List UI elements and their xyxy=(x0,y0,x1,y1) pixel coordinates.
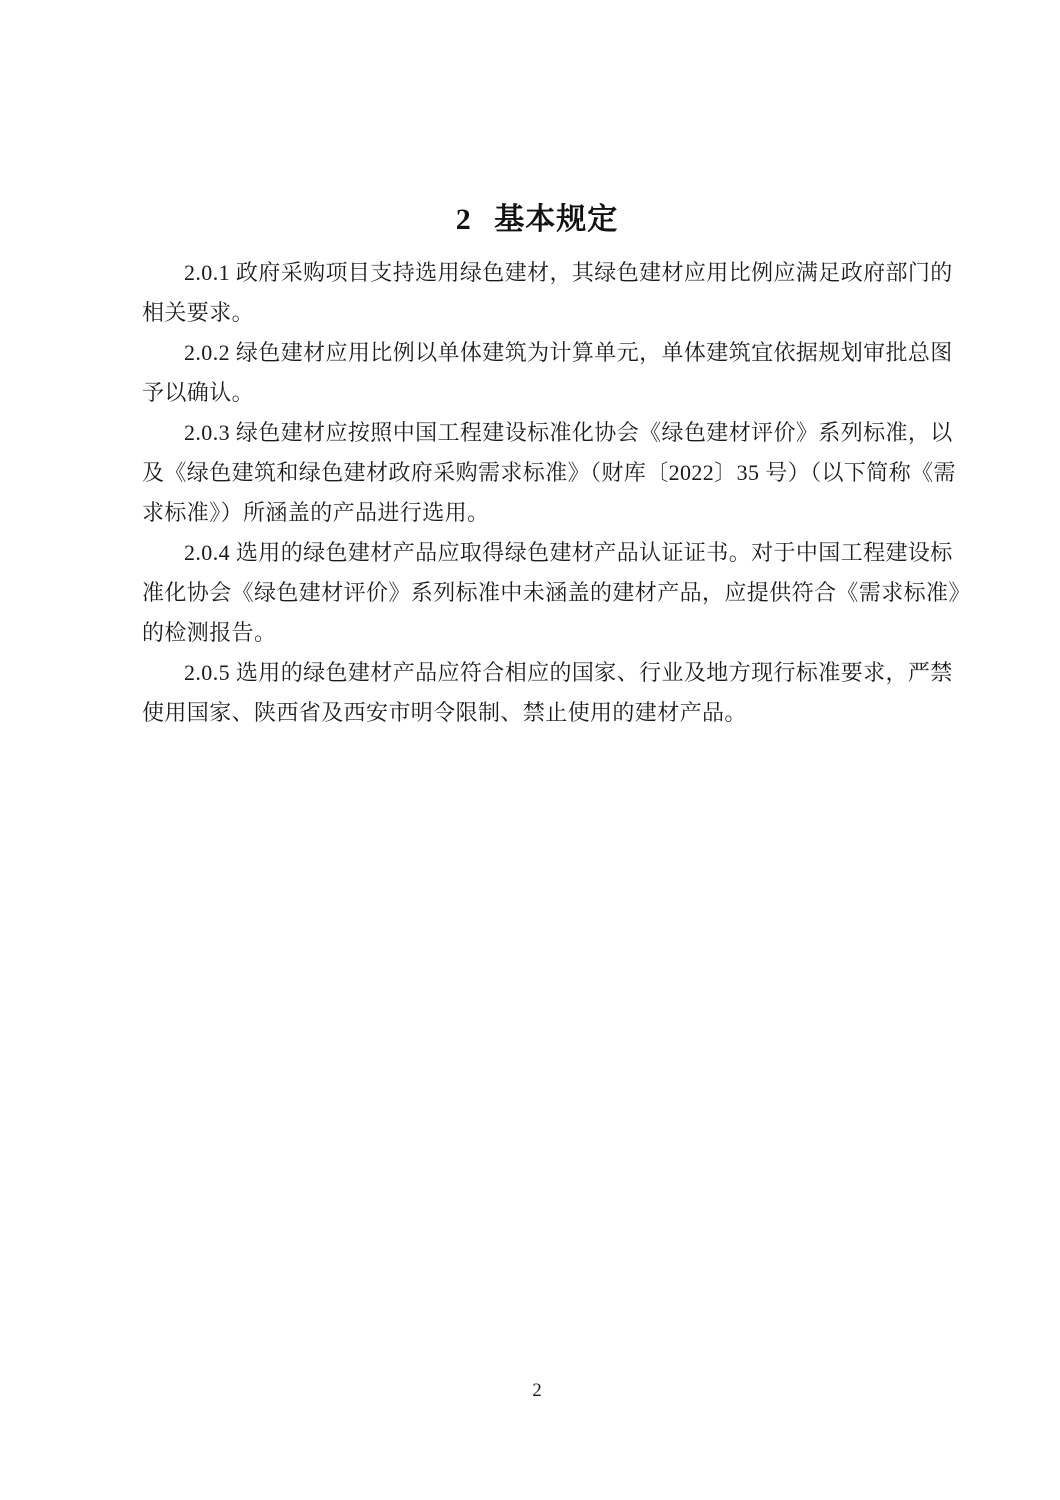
text-line: 的检测报告。 xyxy=(142,620,277,645)
clause-paragraph xyxy=(142,253,953,333)
text-line: 2.0.3 绿色建材应按照中国工程建设标准化协会《绿色建材评价》系列标准，以 xyxy=(184,420,953,445)
text-line: 及《绿色建筑和绿色建材政府采购需求标准》（财库〔2022〕35 号）（以下简称《需 xyxy=(142,460,956,485)
text-line: 使用国家、陕西省及西安市明令限制、禁止使用的建材产品。 xyxy=(142,700,747,725)
clause-paragraph xyxy=(142,413,956,533)
page-number: 2 xyxy=(532,1380,542,1401)
clause-paragraph xyxy=(142,533,971,653)
page-footer xyxy=(142,1379,932,1403)
document-body xyxy=(142,253,971,733)
clause-paragraph xyxy=(142,653,953,733)
text-line: 2.0.5 选用的绿色建材产品应符合相应的国家、行业及地方现行标准要求，严禁 xyxy=(184,660,953,685)
text-line: 2.0.4 选用的绿色建材产品应取得绿色建材产品认证证书。对于中国工程建设标 xyxy=(184,540,953,565)
text-line: 相关要求。 xyxy=(142,300,255,325)
text-line: 2.0.2 绿色建材应用比例以单体建筑为计算单元，单体建筑宜依据规划审批总图 xyxy=(184,340,953,365)
text-line: 求标准》）所涵盖的产品进行选用。 xyxy=(142,500,490,525)
clause-paragraph xyxy=(142,333,953,413)
text-line: 准化协会《绿色建材评价》系列标准中未涵盖的建材产品，应提供符合《需求标准》 xyxy=(142,580,971,605)
section-title: 2 基本规定 xyxy=(455,203,619,236)
text-line: 予以确认。 xyxy=(142,380,255,405)
text-line: 2.0.1 政府采购项目支持选用绿色建材，其绿色建材应用比例应满足政府部门的 xyxy=(184,260,953,285)
